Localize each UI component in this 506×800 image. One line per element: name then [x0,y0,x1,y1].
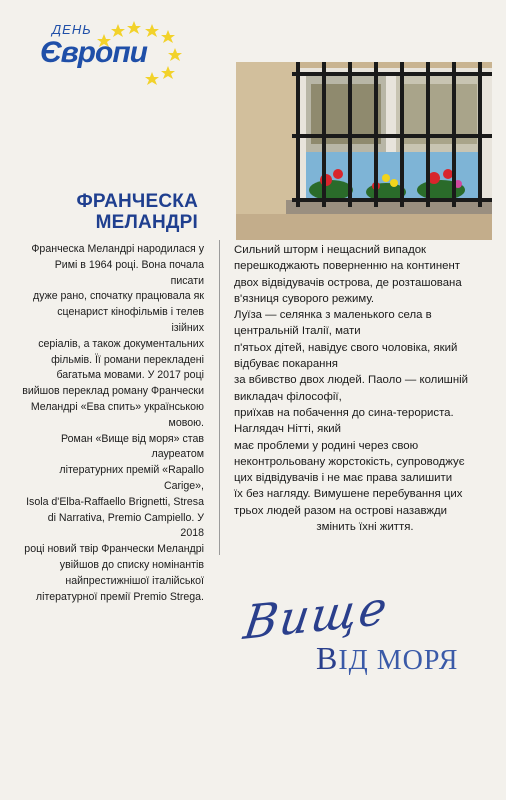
bio-line: Роман «Вище від моря» став лауреатом [61,432,204,461]
bio-line: мовою. [168,416,204,429]
synopsis-line: Наглядач Нітті, який [234,423,342,436]
synopsis-line: викладач філософії, [234,390,342,403]
bio-line: багатьма мовами. У 2017 році [56,369,204,382]
bio-line: серіалів, а також документальних [38,337,204,350]
synopsis-line: неконтрольовану жорстокість, супроводжує [234,455,465,468]
window-photo [236,62,492,240]
synopsis-line: цих відвідувачів і не має права залишити [234,472,453,485]
book-title-initial: В [316,640,339,676]
barred-window-image [236,62,492,240]
synopsis-line: відбуває покарання [234,358,338,371]
author-first-name: ФРАНЧЕСКА [76,191,198,212]
bio-line: дуже рано, спочатку працювала як [33,290,204,303]
bio-line: сценарист кінофільмів і телев ізійних [57,306,204,334]
bio-line: Римі в 1964 році. Вона почала писати [54,258,204,287]
bio-line: di Narrativa, Premio Campiello. У 2018 [47,511,204,540]
author-last-name: МЕЛАНДРІ [95,212,198,233]
synopsis-line: в'язниця суворого режиму. [234,292,375,305]
synopsis-line: приїхав на побачення до сина-терориста. [234,406,454,419]
column-divider [219,240,220,555]
bio-line: літературної премії Premio Strega. [35,590,204,603]
synopsis-line: центральній Італії, мати [234,325,361,338]
book-synopsis [234,242,496,535]
bio-line: Франческа Меландрі народилася у [31,243,204,255]
book-title-script: Вище [240,579,393,651]
europe-day-logo [34,18,184,88]
synopsis-line: трьох людей разом на острові назавжди [234,504,448,517]
bio-line: вийшов переклад роману Франчески [22,385,204,398]
book-title [232,579,482,698]
logo-small-text: ДЕНЬ [52,22,92,37]
author-bio [22,242,204,605]
bio-line: найпрестижнішої італійської [65,574,204,587]
bio-line: Isola d'Elba-Raffaello Brignetti, Stresa [26,495,204,508]
bio-line: році новий твір Франчески Меландрі [24,543,204,556]
synopsis-line: їх без нагляду. Вимушене перебування цих [234,488,463,501]
synopsis-line: п'ятьох дітей, навідує свого чоловіка, який [234,341,458,354]
synopsis-line: двох відвідувачів острова, де розташована [234,276,462,289]
bio-line: літературних премій «Rapallo Carige», [59,464,204,492]
bio-line: увійшов до списку номінантів [59,558,204,571]
bio-line: Меландрі «Ева спить» українською [30,400,204,413]
synopsis-line: змінить їхні життя. [316,521,414,534]
synopsis-line: перешкоджають поверненню на континент [234,260,460,273]
synopsis-line: Луїза — селянка з маленького села в [234,309,432,322]
book-title-subtitle [316,640,458,677]
author-name [58,191,198,233]
synopsis-line: має проблеми у родині через свою [234,439,419,452]
synopsis-line: Сильний шторм і нещасний випадок [234,244,427,256]
book-title-rest: ІД МОРЯ [338,645,459,676]
bio-line: фільмів. Її романи перекладені [51,353,204,366]
logo-main-text: Європи [40,36,147,69]
synopsis-line: за вбивство двох людей. Паоло — колишній [234,374,469,387]
